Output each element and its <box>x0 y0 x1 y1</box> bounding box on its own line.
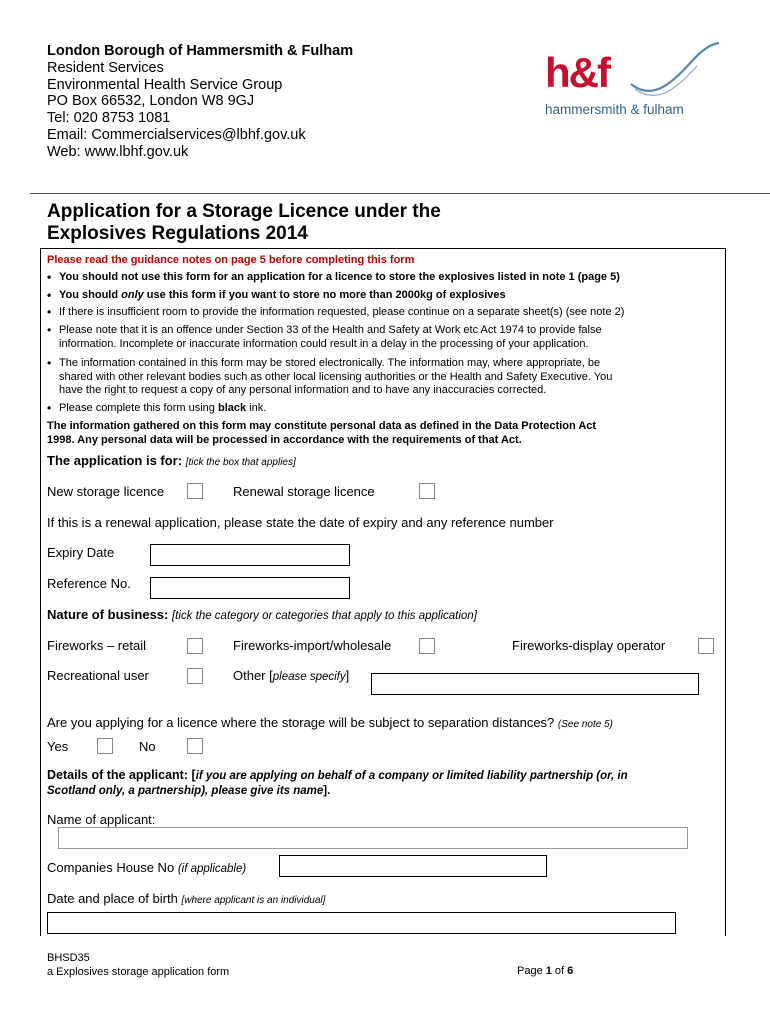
label-note: (if applicable) <box>177 863 247 875</box>
reference-label: Reference No. <box>47 576 131 591</box>
guidance-bullet <box>47 271 729 285</box>
bullet-text: • Please note that it is an offence under Section 33 of the Health and Safety at Work etc Act 1974 to provide false <box>59 324 602 336</box>
bullet-text: You should <box>59 289 122 301</box>
header-divider <box>30 193 770 194</box>
other-specify-input[interactable] <box>371 673 699 695</box>
fireworks-display-checkbox[interactable] <box>698 638 714 654</box>
notice-line: The information gathered on this form may constitute personal data as defined in the Data Protection Act <box>47 420 597 432</box>
label-text: Date and place of birth <box>47 891 178 906</box>
org-name: London Borough of Hammersmith & Fulham <box>47 43 354 59</box>
question-note: (See note 5) <box>557 719 613 730</box>
label-text: Other [ <box>233 668 273 683</box>
bullet-text: information. Incomplete or inaccurate information could result in a delay in the processing of your application. <box>59 337 589 350</box>
address-line: Resident Services <box>47 59 164 76</box>
section-heading: Nature of business: <box>47 607 169 622</box>
form-code: BHSD35 <box>47 952 90 964</box>
page-text: Page <box>517 965 546 977</box>
dob-input[interactable] <box>47 912 676 934</box>
applicant-name-input[interactable] <box>58 827 688 849</box>
renewal-licence-checkbox[interactable] <box>419 483 435 499</box>
website: Web: www.lbhf.gov.uk <box>47 143 189 160</box>
bullet-emphasis: only <box>121 289 144 301</box>
label-text: Companies House No <box>47 860 175 875</box>
guidance-bullet <box>47 402 729 416</box>
form-description: a Explosives storage application form <box>47 966 230 978</box>
footer <box>47 951 229 979</box>
bullet-text: • The information contained in this form may be stored electronically. The information may, where appropriate, be <box>59 357 601 369</box>
guidance-bullet <box>47 306 729 320</box>
renewal-prompt: If this is a renewal application, please state the date of expiry and any reference number <box>47 515 554 530</box>
section-note: [tick the box that applies] <box>185 457 296 468</box>
page-total: 6 <box>567 965 574 977</box>
section-heading: The application is for: <box>47 453 183 468</box>
applicant-heading <box>47 768 717 799</box>
new-licence-checkbox[interactable] <box>187 483 203 499</box>
logo-mark: h&f <box>545 49 609 96</box>
yes-label: Yes <box>47 739 69 754</box>
phone: Tel: 020 8753 1081 <box>47 110 171 127</box>
title-line: Application for a Storage Licence under the <box>47 201 441 222</box>
business-heading <box>47 607 477 622</box>
address-line: Environmental Health Service Group <box>47 76 283 93</box>
no-checkbox[interactable] <box>187 738 203 754</box>
bullet-text: shared with other relevant bodies such as other local licensing authorities or the Health and Safety Executive. You <box>59 370 613 383</box>
bullet-text: ink. <box>246 402 267 414</box>
question-text: Are you applying for a licence where the storage will be subject to separation distances? <box>47 715 555 730</box>
label-emphasis: please specify <box>272 671 346 683</box>
fireworks-retail-label: Fireworks – retail <box>47 638 146 653</box>
title-line: Explosives Regulations 2014 <box>47 223 308 244</box>
expiry-date-input[interactable] <box>150 544 350 566</box>
heading-emphasis: if you are applying on behalf of a company or limited liability partnership (or, in <box>195 770 628 782</box>
other-label <box>233 668 349 683</box>
heading-text: ]. <box>323 785 331 797</box>
page-text: of <box>551 965 568 977</box>
label-text: ] <box>345 668 350 683</box>
bullet-text: Please complete this form using <box>59 402 218 414</box>
label-note: [where applicant is an individual] <box>181 895 326 906</box>
companies-house-label <box>47 860 246 875</box>
expiry-date-label: Expiry Date <box>47 545 115 560</box>
guidance-heading: Please read the guidance notes on page 5 before completing this form <box>47 254 415 266</box>
bullet-text: have the right to request a copy of any personal information and to have any inaccuracies corrected. <box>59 384 547 396</box>
fireworks-import-label: Fireworks-import/wholesale <box>233 638 392 653</box>
bullet-text: If there is insufficient room to provide the information requested, please continue on a separate sheet(s) (see note 2) <box>59 306 625 318</box>
recreational-label: Recreational user <box>47 668 149 683</box>
data-protection-notice <box>47 420 596 447</box>
reference-input[interactable] <box>150 577 350 599</box>
yes-checkbox[interactable] <box>97 738 113 754</box>
address-line: PO Box 66532, London W8 9GJ <box>47 93 255 110</box>
contact-address <box>47 43 353 161</box>
page-title <box>47 201 441 245</box>
hf-logo <box>543 40 723 125</box>
bullet-emphasis: black <box>217 402 247 414</box>
applicant-name-label: Name of applicant: <box>47 812 156 827</box>
page-current: 1 <box>545 965 552 977</box>
dob-label <box>47 891 325 906</box>
logo-text: hammersmith & fulham <box>545 102 684 117</box>
page-number <box>517 965 573 977</box>
fireworks-display-label: Fireworks-display operator <box>512 638 666 653</box>
section-heading: Details of the applicant: [ <box>47 768 196 782</box>
bullet-text: You should not use this form for an application for a licence to store the explosives listed in note 1 (page 5) <box>59 271 620 283</box>
email: Email: Commercialservices@lbhf.gov.uk <box>47 126 306 143</box>
guidance-bullet <box>47 357 729 398</box>
section-note: [tick the category or categories that apply to this application] <box>171 610 477 622</box>
notice-line: 1998. Any personal data will be processed in accordance with the requirements of that Act. <box>47 433 522 446</box>
new-licence-label: New storage licence <box>47 484 165 499</box>
guidance-bullet <box>47 324 729 351</box>
separation-question <box>47 715 613 730</box>
no-label: No <box>139 739 156 754</box>
application-type-heading <box>47 453 296 468</box>
renewal-licence-label: Renewal storage licence <box>233 484 375 499</box>
fireworks-import-checkbox[interactable] <box>419 638 435 654</box>
recreational-checkbox[interactable] <box>187 668 203 684</box>
fireworks-retail-checkbox[interactable] <box>187 638 203 654</box>
bullet-text: use this form if you want to store no more than 2000kg of explosives <box>143 289 506 301</box>
companies-house-input[interactable] <box>279 855 547 877</box>
heading-emphasis: Scotland only, a partnership), please give its name <box>47 785 324 797</box>
guidance-bullet <box>47 289 729 303</box>
